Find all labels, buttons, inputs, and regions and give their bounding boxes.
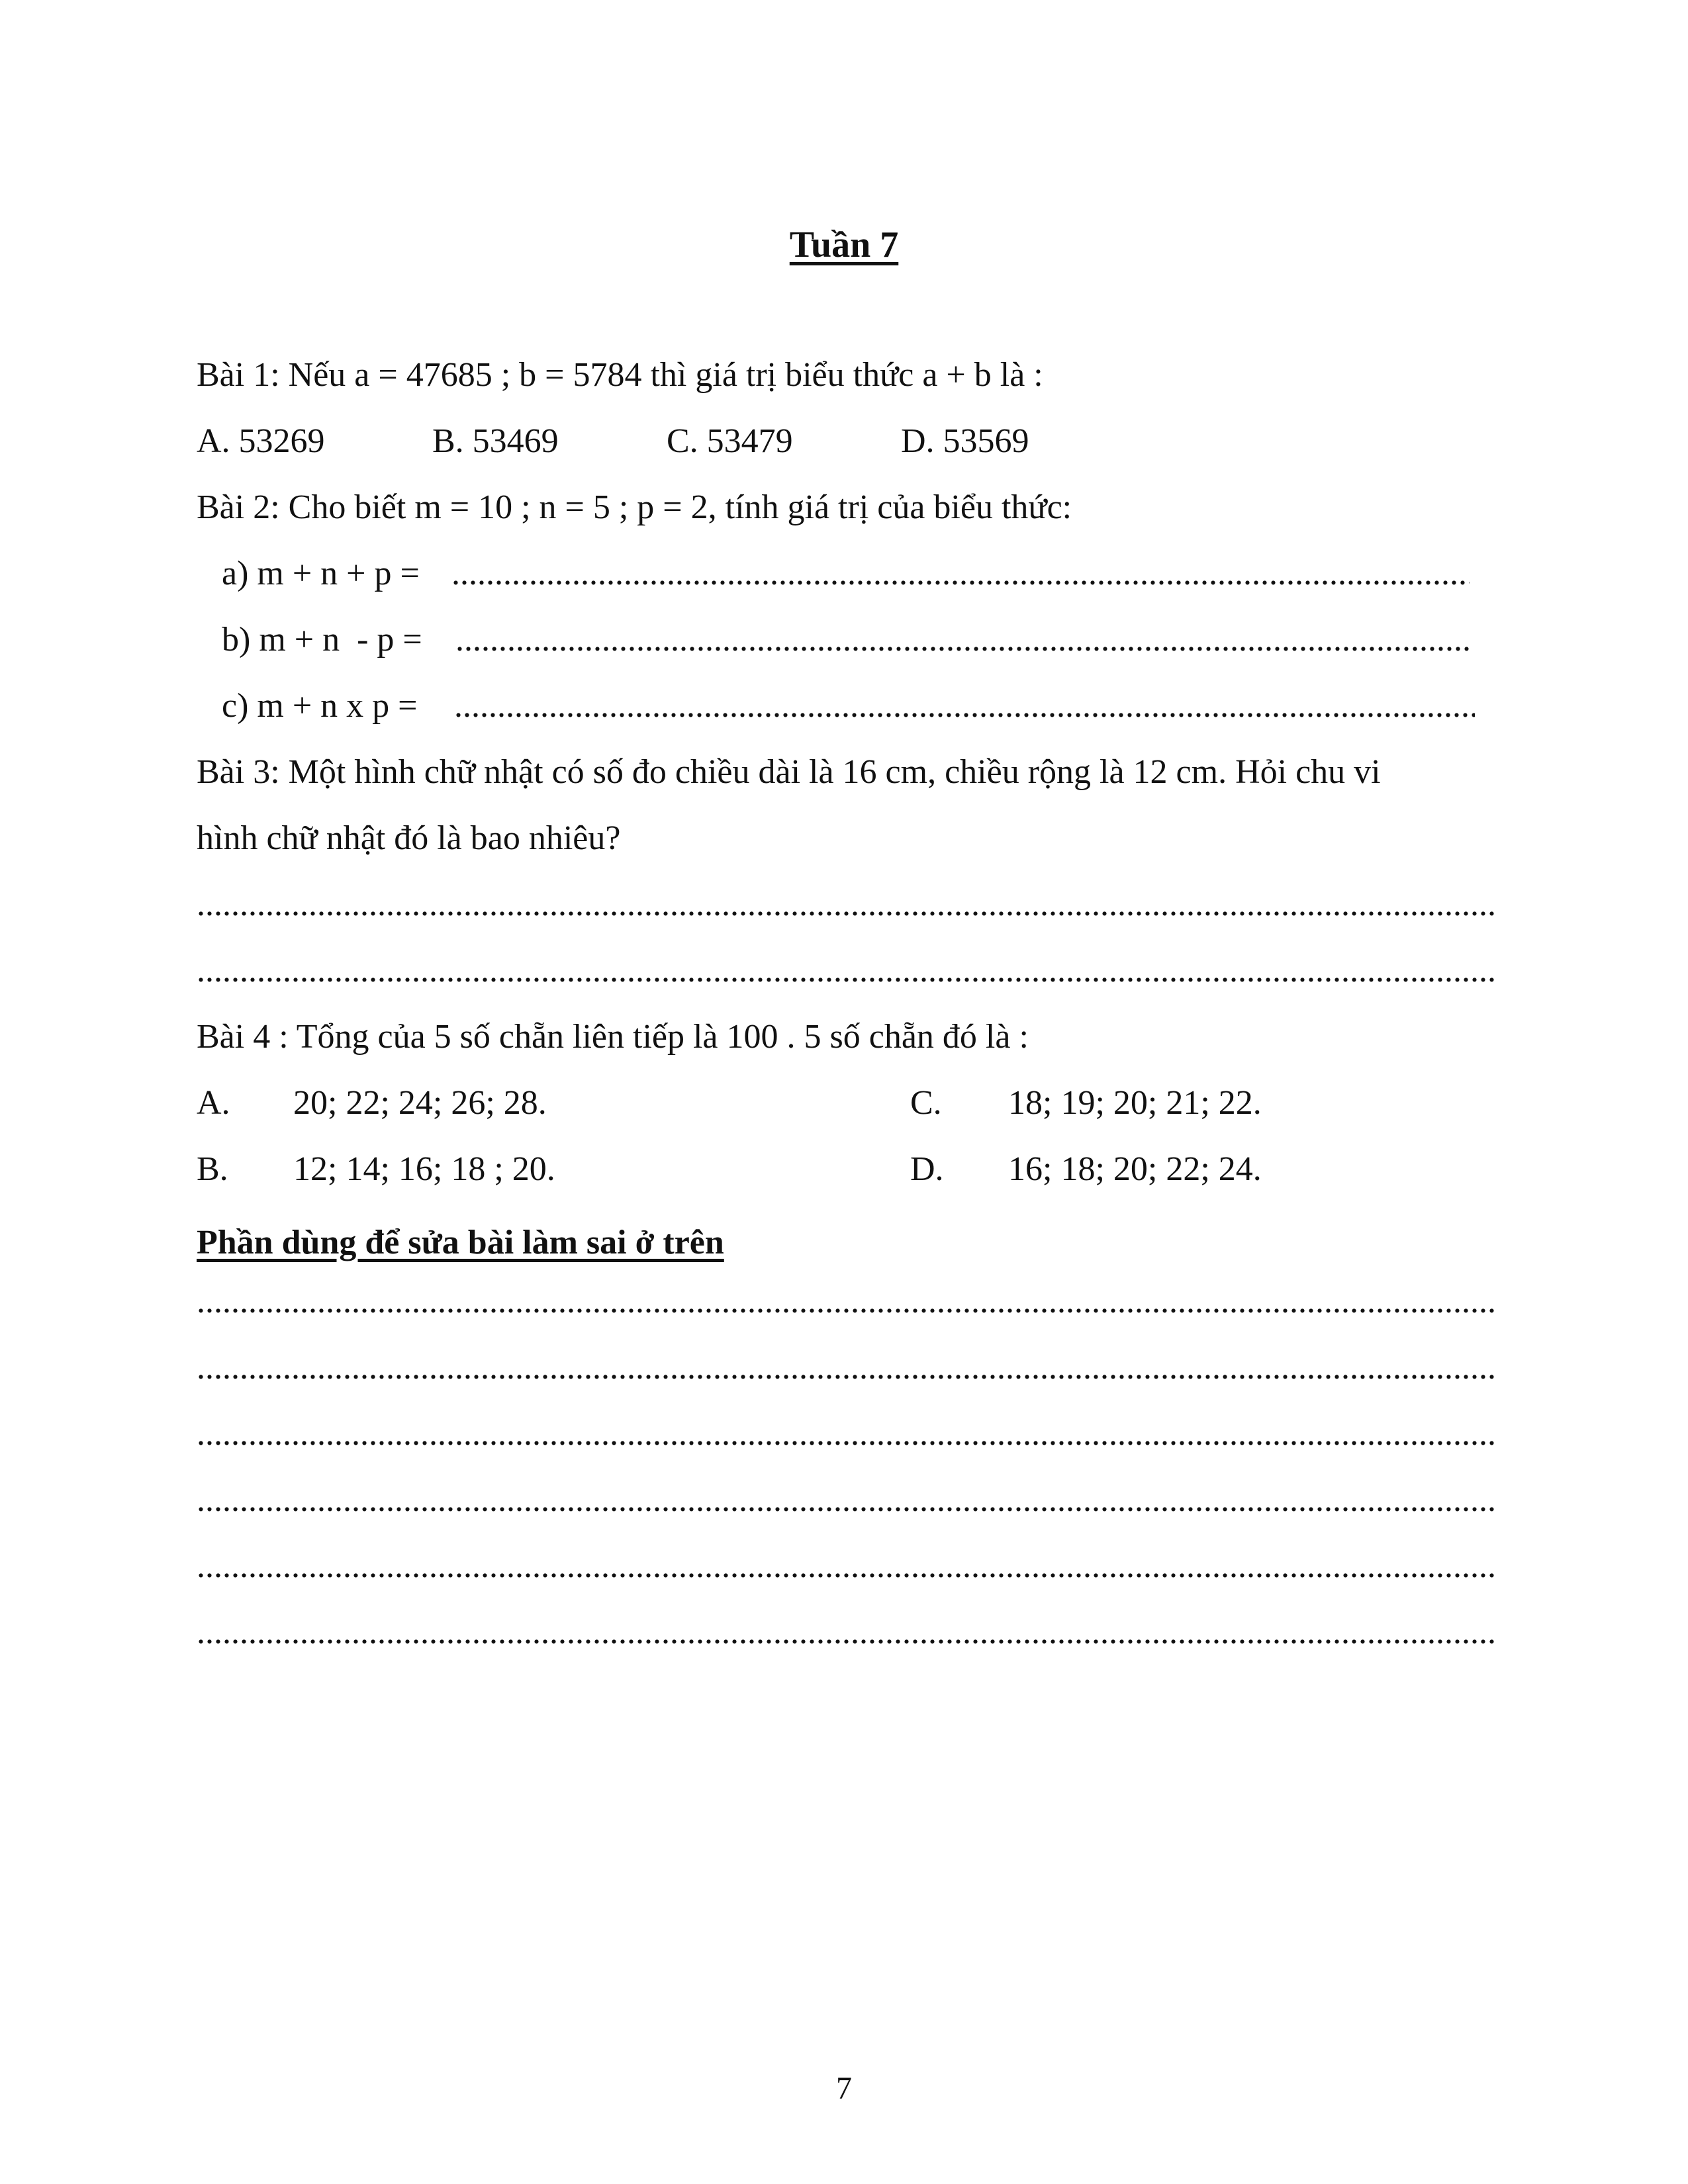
correction-line-6[interactable] xyxy=(197,1613,1494,1653)
bai1-option-a: A. 53269 xyxy=(197,422,325,460)
bai1-question: Bài 1: Nếu a = 47685 ; b = 5784 thì giá trị biểu thức a + b là : xyxy=(197,356,1043,394)
bai4-option-d-letter: D. xyxy=(910,1150,944,1188)
bai2-item-c: c) m + n x p = xyxy=(222,687,418,725)
bai4-option-a-text: 20; 22; 24; 26; 28. xyxy=(293,1084,547,1122)
correction-heading: Phần dùng để sửa bài làm sai ở trên xyxy=(197,1224,724,1261)
correction-line-1[interactable] xyxy=(197,1282,1494,1322)
correction-line-2[interactable] xyxy=(197,1348,1494,1388)
bai4-option-c-text: 18; 19; 20; 21; 22. xyxy=(1008,1084,1262,1122)
correction-line-5[interactable] xyxy=(197,1547,1494,1586)
page-title: Tuần 7 xyxy=(789,224,899,265)
bai4-option-b-text: 12; 14; 16; 18 ; 20. xyxy=(293,1150,555,1188)
bai4-option-c-letter: C. xyxy=(910,1084,942,1122)
bai2-answer-line-a[interactable] xyxy=(451,554,1470,594)
bai2-item-a: a) m + n + p = xyxy=(222,555,420,592)
bai1-option-b: B. 53469 xyxy=(432,422,559,460)
bai2-answer-line-b[interactable] xyxy=(455,620,1471,660)
bai4-option-d-text: 16; 18; 20; 22; 24. xyxy=(1008,1150,1262,1188)
bai3-answer-line-1[interactable] xyxy=(197,885,1494,925)
bai3-answer-line-2[interactable] xyxy=(197,951,1494,991)
bai2-question: Bài 2: Cho biết m = 10 ; n = 5 ; p = 2, tính giá trị của biểu thức: xyxy=(197,488,1072,526)
bai4-option-a-letter: A. xyxy=(197,1084,230,1122)
page-number: 7 xyxy=(836,2071,852,2106)
bai1-option-d: D. 53569 xyxy=(901,422,1029,460)
bai1-option-c: C. 53479 xyxy=(667,422,793,460)
bai2-item-b: b) m + n - p = xyxy=(222,621,422,659)
bai3-question-line2: hình chữ nhật đó là bao nhiêu? xyxy=(197,819,621,857)
bai2-answer-line-c[interactable] xyxy=(454,686,1475,726)
bai3-question-line1: Bài 3: Một hình chữ nhật có số đo chiều dài là 16 cm, chiều rộng là 12 cm. Hỏi chu vi xyxy=(197,753,1381,791)
correction-line-4[interactable] xyxy=(197,1480,1494,1520)
bai4-option-b-letter: B. xyxy=(197,1150,228,1188)
bai4-question: Bài 4 : Tổng của 5 số chẵn liên tiếp là 100 . 5 số chẵn đó là : xyxy=(197,1018,1029,1056)
correction-line-3[interactable] xyxy=(197,1414,1494,1454)
